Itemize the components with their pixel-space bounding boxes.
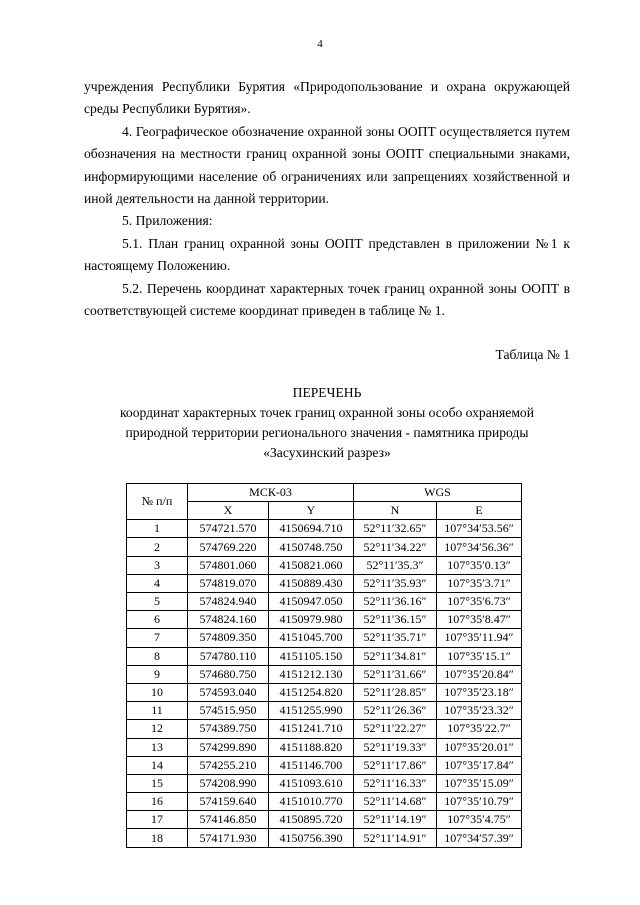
table-title-block <box>84 383 570 463</box>
cell-n: 52°11′31.66″ <box>354 665 437 683</box>
cell-number: 9 <box>127 665 188 683</box>
cell-y: 4151093.610 <box>269 774 354 792</box>
cell-n: 52°11′28.85″ <box>354 683 437 701</box>
cell-number: 15 <box>127 774 188 792</box>
table-row <box>127 793 522 811</box>
cell-y: 4151254.820 <box>269 683 354 701</box>
cell-x: 574208.990 <box>188 774 269 792</box>
paragraph-4: 4. Географическое обозначение охранной зоны ООПТ осуществляется путем обозначения на местности границ охранной зоны ООПТ специальными знаками, информирующими население об ограничениях или запрещениях хозяйственной и иной деятельности на данной территории. <box>84 123 570 207</box>
table-row <box>127 629 522 647</box>
cell-n: 52°11′19.33″ <box>354 738 437 756</box>
cell-e: 107°35′15.09″ <box>437 774 522 792</box>
cell-y: 4151212.130 <box>269 665 354 683</box>
cell-number: 8 <box>127 647 188 665</box>
cell-number: 1 <box>127 520 188 538</box>
header-e: E <box>437 502 522 520</box>
cell-y: 4151188.820 <box>269 738 354 756</box>
paragraph-5: 5. Приложения: <box>122 213 213 229</box>
cell-e: 107°35′20.84″ <box>437 665 522 683</box>
table-row <box>127 665 522 683</box>
cell-e: 107°35′23.18″ <box>437 683 522 701</box>
cell-number: 16 <box>127 793 188 811</box>
cell-e: 107°35′10.79″ <box>437 793 522 811</box>
cell-n: 52°11′36.16″ <box>354 593 437 611</box>
table-subtitle-line: координат характерных точек границ охранной зоны особо охраняемой <box>120 404 534 420</box>
cell-number: 17 <box>127 811 188 829</box>
cell-number: 10 <box>127 683 188 701</box>
table-subtitle-line: природной территории регионального значения - памятника природы <box>125 424 529 440</box>
cell-n: 52°11′16.33″ <box>354 774 437 792</box>
cell-n: 52°11′36.15″ <box>354 611 437 629</box>
cell-y: 4151045.700 <box>269 629 354 647</box>
cell-x: 574680.750 <box>188 665 269 683</box>
cell-x: 574801.060 <box>188 556 269 574</box>
cell-x: 574824.940 <box>188 593 269 611</box>
cell-x: 574515.950 <box>188 702 269 720</box>
cell-y: 4150979.980 <box>269 611 354 629</box>
header-n: N <box>354 502 437 520</box>
cell-y: 4150694.710 <box>269 520 354 538</box>
table-row <box>127 811 522 829</box>
cell-x: 574299.890 <box>188 738 269 756</box>
header-x: X <box>188 502 269 520</box>
header-wgs: WGS <box>354 483 522 501</box>
cell-y: 4151241.710 <box>269 720 354 738</box>
table-row <box>127 756 522 774</box>
table-label: Таблица № 1 <box>495 347 570 363</box>
cell-y: 4151010.770 <box>269 793 354 811</box>
table-row <box>127 702 522 720</box>
paragraph-5-2: 5.2. Перечень координат характерных точек границ охранной зоны ООПТ в соответствующей системе координат приведен в таблице № 1. <box>84 280 570 319</box>
table-row <box>127 774 522 792</box>
cell-x: 574780.110 <box>188 647 269 665</box>
cell-y: 4150895.720 <box>269 811 354 829</box>
cell-x: 574255.210 <box>188 756 269 774</box>
cell-n: 52°11′32.65″ <box>354 520 437 538</box>
cell-n: 52°11′14.91″ <box>354 829 437 847</box>
paragraph-continuation: учреждения Республики Бурятия «Природопользование и охрана окружающей среды Республики Бурятия». <box>84 79 570 117</box>
cell-e: 107°35′4.75″ <box>437 811 522 829</box>
cell-n: 52°11′14.68″ <box>354 793 437 811</box>
cell-y: 4151146.700 <box>269 756 354 774</box>
cell-number: 11 <box>127 702 188 720</box>
table-subtitle-line: «Засухинский разрез» <box>263 444 391 460</box>
cell-number: 18 <box>127 829 188 847</box>
cell-number: 4 <box>127 574 188 592</box>
cell-x: 574824.160 <box>188 611 269 629</box>
table-row <box>127 829 522 847</box>
cell-number: 13 <box>127 738 188 756</box>
cell-y: 4150821.060 <box>269 556 354 574</box>
header-y: Y <box>269 502 354 520</box>
cell-number: 14 <box>127 756 188 774</box>
cell-y: 4151255.990 <box>269 702 354 720</box>
cell-e: 107°34′53.56″ <box>437 520 522 538</box>
cell-n: 52°11′22.27″ <box>354 720 437 738</box>
table-row <box>127 538 522 556</box>
cell-e: 107°35′15.1″ <box>437 647 522 665</box>
cell-number: 2 <box>127 538 188 556</box>
cell-e: 107°34′57.39″ <box>437 829 522 847</box>
cell-e: 107°34′56.36″ <box>437 538 522 556</box>
cell-x: 574819.070 <box>188 574 269 592</box>
cell-y: 4151105.150 <box>269 647 354 665</box>
table-row <box>127 593 522 611</box>
cell-x: 574171.930 <box>188 829 269 847</box>
header-number: № п/п <box>127 483 188 519</box>
cell-e: 107°35′6.73″ <box>437 593 522 611</box>
table-row <box>127 738 522 756</box>
table-row <box>127 683 522 701</box>
cell-x: 574389.750 <box>188 720 269 738</box>
cell-n: 52°11′26.36″ <box>354 702 437 720</box>
table-title: ПЕРЕЧЕНЬ <box>292 384 362 400</box>
table-row <box>127 647 522 665</box>
cell-x: 574593.040 <box>188 683 269 701</box>
cell-number: 5 <box>127 593 188 611</box>
cell-e: 107°35′0.13″ <box>437 556 522 574</box>
cell-n: 52°11′34.81″ <box>354 647 437 665</box>
page-number: 4 <box>317 38 323 50</box>
cell-number: 6 <box>127 611 188 629</box>
cell-n: 52°11′35.71″ <box>354 629 437 647</box>
paragraph-5-1: 5.1. План границ охранной зоны ООПТ представлен в приложении №1 к настоящему Положению. <box>84 235 570 274</box>
table-body <box>127 520 522 847</box>
cell-x: 574809.350 <box>188 629 269 647</box>
cell-x: 574769.220 <box>188 538 269 556</box>
cell-e: 107°35′22.7″ <box>437 720 522 738</box>
document-body <box>84 76 570 848</box>
cell-n: 52°11′14.19″ <box>354 811 437 829</box>
table-row <box>127 574 522 592</box>
cell-e: 107°35′20.01″ <box>437 738 522 756</box>
cell-n: 52°11′34.22″ <box>354 538 437 556</box>
table-row <box>127 556 522 574</box>
cell-number: 3 <box>127 556 188 574</box>
cell-number: 12 <box>127 720 188 738</box>
cell-n: 52°11′35.93″ <box>354 574 437 592</box>
cell-x: 574721.570 <box>188 520 269 538</box>
header-msk03: МСК-03 <box>188 483 354 501</box>
cell-e: 107°35′3.71″ <box>437 574 522 592</box>
cell-e: 107°35′23.32″ <box>437 702 522 720</box>
cell-y: 4150756.390 <box>269 829 354 847</box>
cell-e: 107°35′11.94″ <box>437 629 522 647</box>
cell-y: 4150748.750 <box>269 538 354 556</box>
table-row <box>127 611 522 629</box>
cell-x: 574146.850 <box>188 811 269 829</box>
cell-e: 107°35′8.47″ <box>437 611 522 629</box>
cell-y: 4150947.050 <box>269 593 354 611</box>
cell-n: 52°11′17.86″ <box>354 756 437 774</box>
table-row <box>127 720 522 738</box>
coordinates-table <box>126 483 522 848</box>
cell-n: 52°11′35.3″ <box>354 556 437 574</box>
table-row <box>127 520 522 538</box>
cell-x: 574159.640 <box>188 793 269 811</box>
cell-y: 4150889.430 <box>269 574 354 592</box>
cell-number: 7 <box>127 629 188 647</box>
cell-e: 107°35′17.84″ <box>437 756 522 774</box>
